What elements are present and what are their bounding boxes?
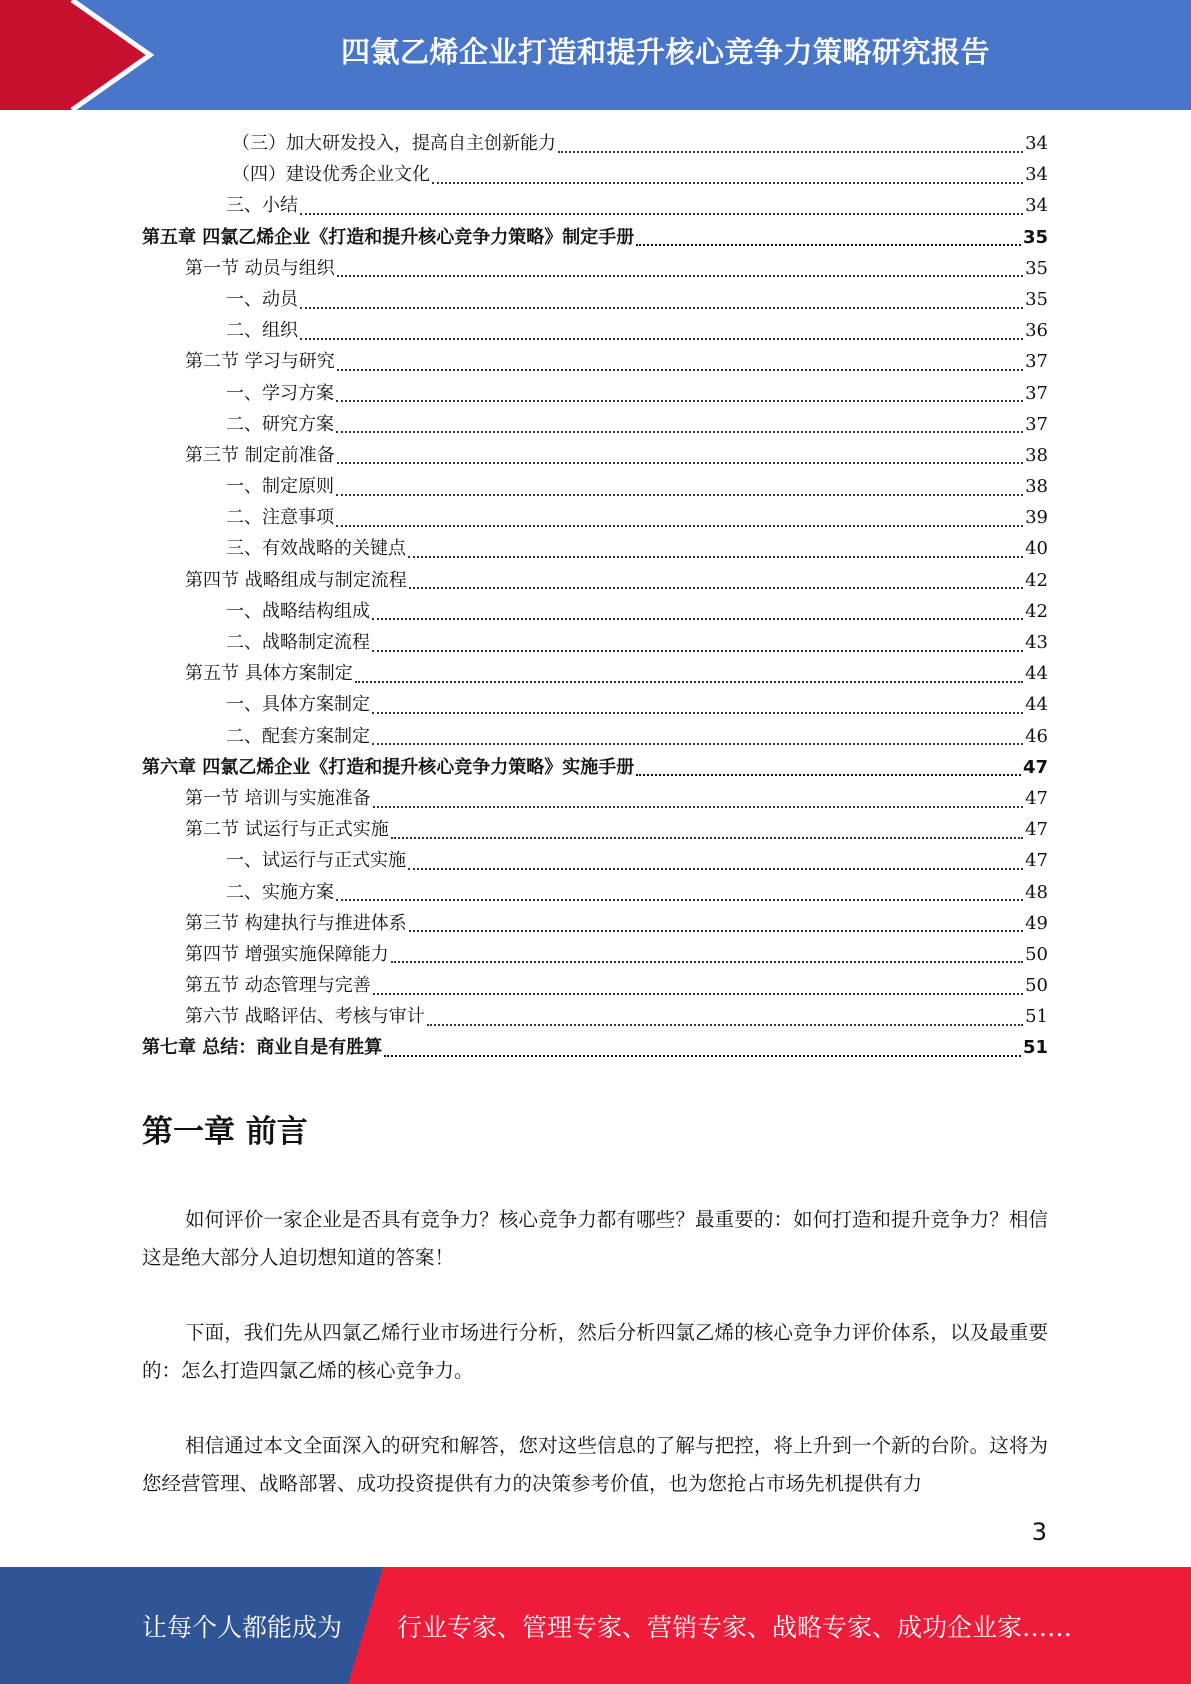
toc-entry-page: 35 [1022,226,1048,248]
page-number: 3 [1031,1518,1047,1546]
toc-entry-label: 一、动员 [226,288,298,310]
toc-leader-dots [336,899,1023,901]
toc-entry[interactable] [142,970,1048,1001]
toc-entry[interactable] [142,190,1048,221]
toc-entry-label: 第六章 四氯乙烯企业《打造和提升核心竞争力策略》实施手册 [142,756,635,778]
toc-entry-page: 47 [1025,850,1048,872]
toc-entry-label: 三、小结 [226,195,298,217]
toc-entry-page: 37 [1025,382,1048,404]
toc-entry[interactable] [142,159,1048,190]
toc-entry-page: 35 [1025,257,1048,279]
toc-leader-dots [384,1055,1021,1057]
toc-leader-dots [336,525,1023,527]
toc-entry[interactable] [142,409,1048,440]
chapter-heading: 第一章 前言 [142,1114,308,1150]
toc-entry-page: 51 [1022,1037,1048,1059]
toc-leader-dots [300,307,1023,309]
toc-entry-page: 43 [1025,632,1048,653]
toc-entry[interactable] [142,284,1048,315]
toc-leader-dots [427,1024,1023,1026]
toc-entry-page: 36 [1025,320,1048,342]
toc-entry-label: 一、具体方案制定 [226,694,370,716]
toc-entry-label: 第一节 培训与实施准备 [185,787,371,809]
toc-entry-page: 35 [1025,288,1048,310]
toc-entry-label: （四）建设优秀企业文化 [232,164,430,186]
toc-entry-page: 50 [1025,975,1048,997]
toc-entry[interactable] [142,783,1048,814]
toc-entry-label: 第三节 构建执行与推进体系 [185,912,407,934]
toc-entry[interactable] [142,565,1048,596]
toc-leader-dots [337,462,1023,464]
toc-entry-page: 40 [1025,538,1048,560]
toc-entry[interactable] [142,440,1048,471]
toc-leader-dots [336,400,1023,402]
toc-entry-page: 47 [1025,819,1048,841]
toc-entry-label: （三）加大研发投入，提高自主创新能力 [232,133,556,154]
toc-leader-dots [372,743,1023,745]
toc-entry[interactable] [142,1001,1048,1032]
toc-leader-dots [408,556,1023,558]
toc-entry-page: 42 [1025,600,1048,622]
toc-leader-dots [372,618,1023,620]
toc-entry-label: 第二节 试运行与正式实施 [185,819,389,841]
toc-leader-dots [300,338,1023,340]
toc-entry-page: 47 [1022,756,1048,778]
toc-entry-label: 二、研究方案 [226,413,334,435]
toc-entry-page: 37 [1025,351,1048,373]
toc-entry[interactable] [142,128,1048,159]
toc-entry[interactable] [142,222,1048,253]
toc-entry-label: 一、学习方案 [226,382,334,404]
toc-entry-page: 38 [1025,476,1048,498]
toc-entry-page: 38 [1025,444,1048,466]
toc-entry-label: 二、配套方案制定 [226,725,370,747]
toc-entry-label: 三、有效战略的关键点 [226,538,406,560]
toc-entry[interactable] [142,658,1048,689]
toc-entry-label: 第三节 制定前准备 [185,444,335,466]
toc-entry[interactable] [142,253,1048,284]
table-of-contents [142,128,1048,1064]
toc-entry-label: 第五节 具体方案制定 [185,663,353,685]
toc-entry[interactable] [142,533,1048,564]
toc-entry-page: 50 [1025,943,1048,965]
toc-entry-page: 37 [1025,413,1048,435]
toc-entry[interactable] [142,346,1048,377]
toc-leader-dots [336,431,1023,433]
toc-entry-page: 34 [1025,133,1048,154]
toc-entry[interactable] [142,689,1048,720]
toc-entry[interactable] [142,471,1048,502]
toc-entry-page: 46 [1025,725,1048,747]
toc-leader-dots [409,930,1023,932]
toc-entry-label: 第二节 学习与研究 [185,351,335,373]
intro-paragraph-2: 下面，我们先从四氯乙烯行业市场进行分析，然后分析四氯乙烯的核心竞争力评价体系，以及最重要的：怎么打造四氯乙烯的核心竞争力。 [142,1321,1048,1382]
toc-leader-dots [372,650,1023,652]
page-footer [0,1567,1191,1684]
toc-leader-dots [558,151,1023,153]
toc-entry[interactable] [142,939,1048,970]
toc-entry-label: 一、试运行与正式实施 [226,850,406,872]
page-header [0,0,1191,110]
toc-entry-page: 44 [1025,663,1048,685]
toc-entry[interactable] [142,814,1048,845]
toc-leader-dots [391,837,1023,839]
toc-entry-label: 第五章 四氯乙烯企业《打造和提升核心竞争力策略》制定手册 [142,226,635,248]
intro-paragraph-3: 相信通过本文全面深入的研究和解答，您对这些信息的了解与把控，将上升到一个新的台阶。这将为您经营管理、战略部署、成功投资提供有力的决策参考价值，也为您抢占市场先机提供有力 [142,1434,1048,1495]
toc-entry-label: 第七章 总结：商业自是有胜算 [142,1037,383,1059]
toc-leader-dots [372,712,1023,714]
toc-leader-dots [337,369,1023,371]
toc-entry[interactable] [142,596,1048,627]
toc-entry-label: 第五节 动态管理与完善 [185,975,371,997]
toc-leader-dots [391,961,1023,963]
toc-leader-dots [355,681,1023,683]
toc-entry-page: 39 [1025,507,1048,529]
toc-entry-page: 49 [1025,912,1048,934]
toc-entry-label: 二、注意事项 [226,507,334,529]
toc-entry[interactable] [142,502,1048,533]
footer-slogan-right: 行业专家、管理专家、营销专家、战略专家、成功企业家…… [397,1612,1073,1642]
toc-entry[interactable] [142,721,1048,752]
toc-entry[interactable] [142,845,1048,876]
toc-leader-dots [336,494,1023,496]
toc-entry-label: 一、战略结构组成 [226,600,370,622]
toc-entry-label: 第六节 战略评估、考核与审计 [185,1006,425,1028]
toc-entry[interactable] [142,315,1048,346]
toc-entry-page: 48 [1025,881,1048,903]
toc-entry-label: 第四节 增强实施保障能力 [185,943,389,965]
footer-slogan-left: 让每个人都能成为 [142,1612,343,1642]
toc-leader-dots [408,868,1023,870]
toc-leader-dots [373,993,1023,995]
toc-entry[interactable] [142,1032,1048,1063]
intro-paragraph-1: 如何评价一家企业是否具有竞争力？核心竞争力都有哪些？最重要的：如何打造和提升竞争力？相信这是绝大部分人迫切想知道的答案！ [142,1208,1048,1269]
toc-entry-page: 44 [1025,694,1048,716]
toc-leader-dots [409,587,1023,589]
toc-entry[interactable] [142,752,1048,783]
toc-leader-dots [432,182,1023,184]
toc-entry-page: 34 [1025,195,1048,217]
toc-entry-label: 第四节 战略组成与制定流程 [185,569,407,591]
toc-leader-dots [636,244,1021,246]
toc-entry-label: 二、组织 [226,320,298,342]
toc-leader-dots [373,806,1023,808]
toc-entry-label: 第一节 动员与组织 [185,257,335,279]
toc-entry[interactable] [142,627,1048,658]
toc-entry[interactable] [142,908,1048,939]
toc-leader-dots [300,213,1023,215]
header-title: 四氯乙烯企业打造和提升核心竞争力策略研究报告 [340,34,990,69]
toc-leader-dots [636,774,1021,776]
toc-entry[interactable] [142,877,1048,908]
toc-entry-page: 51 [1025,1006,1048,1028]
toc-entry-page: 47 [1025,787,1048,809]
toc-entry-page: 42 [1025,569,1048,591]
toc-entry-label: 一、制定原则 [226,476,334,498]
toc-entry-label: 二、战略制定流程 [226,632,370,653]
toc-entry[interactable] [142,378,1048,409]
toc-entry-page: 34 [1025,164,1048,186]
toc-entry-label: 二、实施方案 [226,881,334,903]
toc-leader-dots [337,275,1023,277]
